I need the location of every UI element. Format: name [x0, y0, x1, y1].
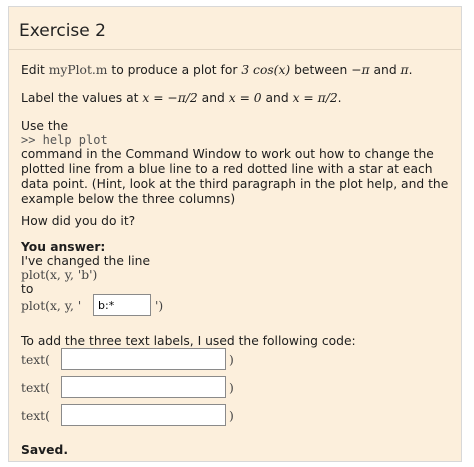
exercise-card — [8, 6, 462, 462]
text-close-1: ) — [229, 353, 234, 367]
q1-text-4: and — [369, 63, 401, 77]
text-fn-label-3: text( — [21, 409, 50, 423]
q2-text-3: and — [261, 91, 293, 105]
instructions-paragraph: command in the Command Window to work out how to change the plotted line from a blue line to a red dotted line with a star at each data point. (Hint, look at the third paragraph in the plot help, and the example below the three columns) — [21, 147, 449, 206]
use-the-text: Use the — [21, 119, 69, 133]
q1-text-3: between — [290, 63, 352, 77]
save-status: Saved. — [21, 443, 68, 457]
q1-filename: myPlot.m — [48, 63, 108, 77]
new-code-suffix: ') — [155, 299, 164, 313]
q2-text-2: and — [197, 91, 229, 105]
text-close-2: ) — [229, 381, 234, 395]
q1-text-2: to produce a plot for — [107, 63, 242, 77]
q2-value-1: x = −π/2 — [142, 91, 198, 105]
q1-text-1: Edit — [21, 63, 49, 77]
q2-value-3: x = π/2 — [292, 91, 338, 105]
line-spec-input[interactable] — [93, 294, 151, 316]
q1-lower-bound: −π — [351, 63, 370, 77]
q2-text-1: Label the values at — [21, 91, 143, 105]
text-label-input-3[interactable] — [61, 404, 226, 426]
text-close-3: ) — [229, 409, 234, 423]
labels-intro: To add the three text labels, I used the following code: — [21, 334, 356, 348]
question-text: How did you do it? — [21, 214, 136, 228]
text-label-input-2[interactable] — [61, 376, 226, 398]
exercise-title: Exercise 2 — [19, 21, 106, 41]
q2-text-4: . — [337, 91, 342, 105]
text-label-input-1[interactable] — [61, 348, 226, 370]
instruction-line-1 — [21, 63, 413, 78]
to-text: to — [21, 282, 34, 296]
instruction-line-2 — [21, 91, 342, 106]
new-code-prefix: plot(x, y, ' — [21, 299, 82, 313]
changed-text: I've changed the line — [21, 254, 151, 268]
answer-heading: You answer: — [21, 240, 106, 254]
title-divider — [9, 49, 461, 50]
help-command: >> help plot — [21, 133, 108, 147]
q2-value-2: x = 0 — [228, 91, 262, 105]
text-fn-label-2: text( — [21, 381, 50, 395]
q1-expression: 3 cos(x) — [241, 63, 291, 77]
original-code: plot(x, y, 'b') — [21, 268, 98, 282]
q1-text-5: . — [408, 63, 413, 77]
q1-upper-bound: π — [400, 63, 409, 77]
text-fn-label-1: text( — [21, 353, 50, 367]
